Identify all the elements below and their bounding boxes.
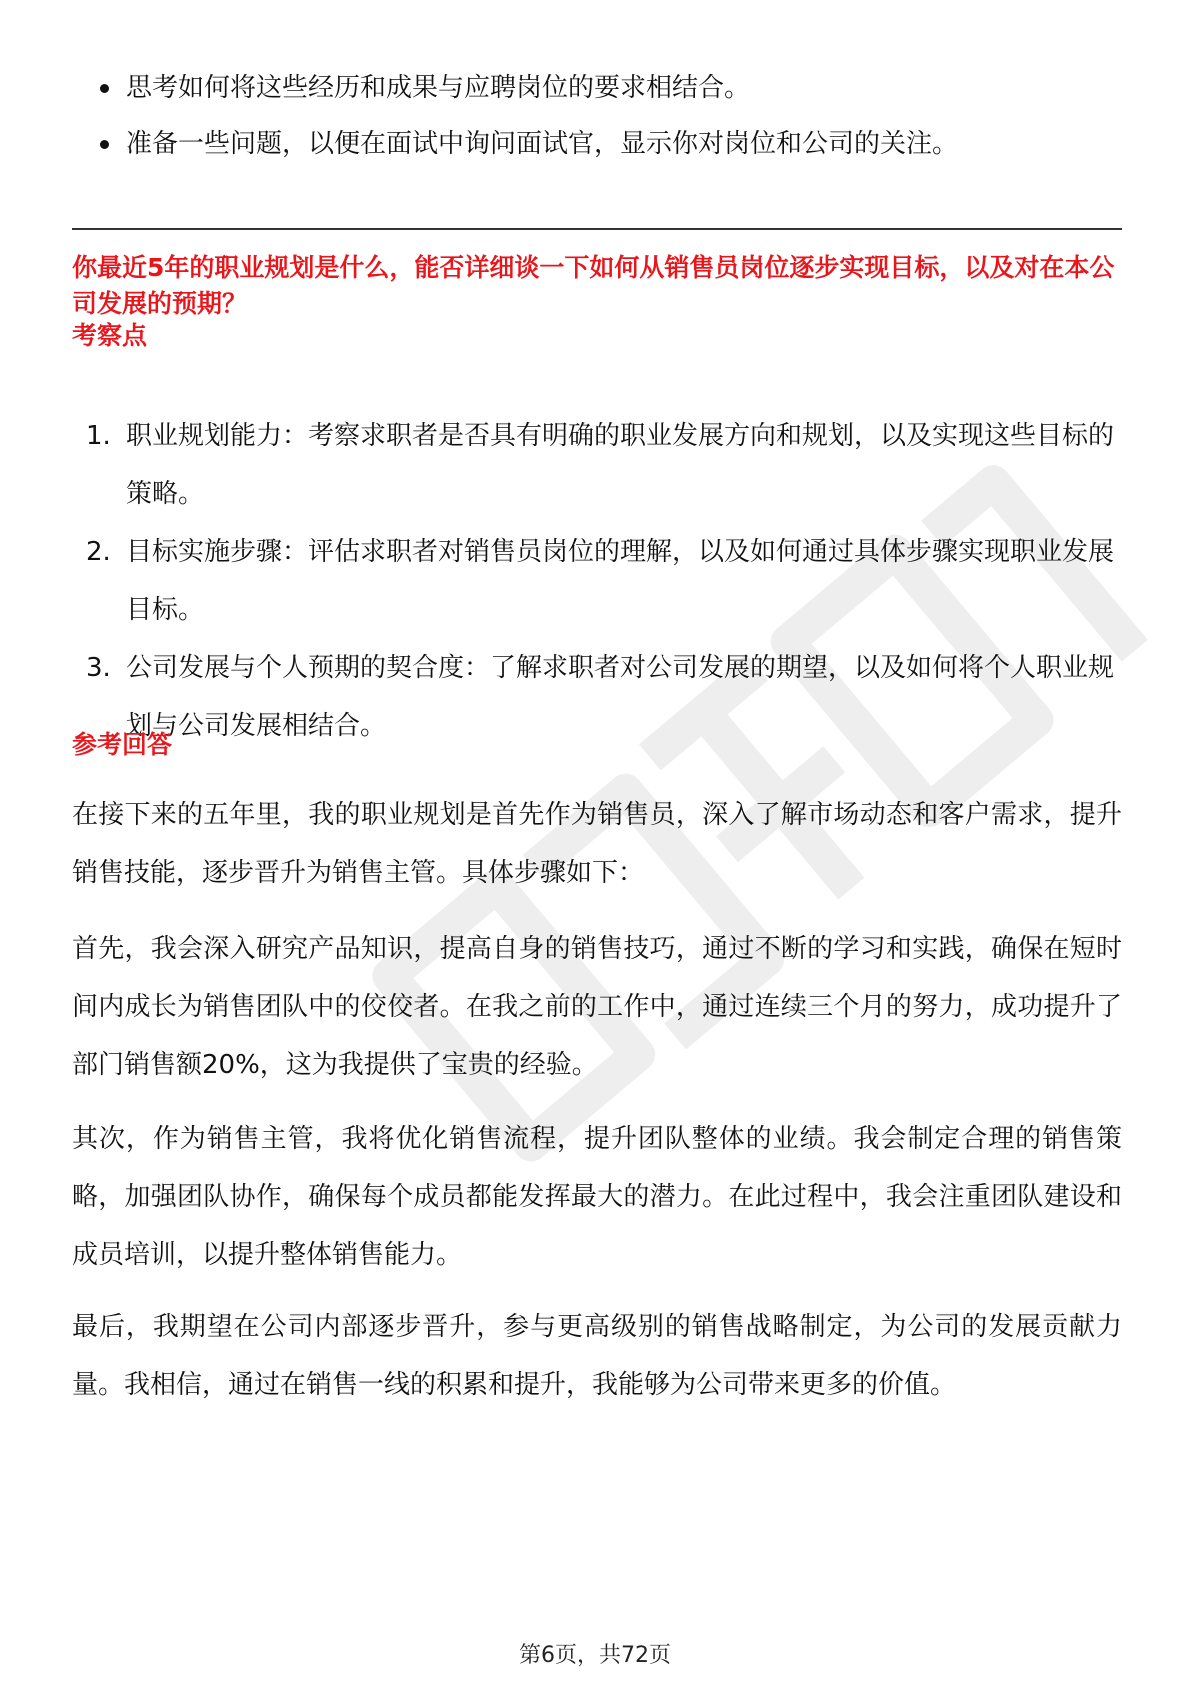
list-item-text: 职业规划能力：考察求职者是否具有明确的职业发展方向和规划，以及实现这些目标的策略。 [126, 421, 1115, 509]
page-number: 第6页，共72页 [519, 1643, 671, 1668]
answer-paragraph: 在接下来的五年里，我的职业规划是首先作为销售员，深入了解市场动态和客户需求，提升销售技能，逐步晋升为销售主管。具体步骤如下： [72, 800, 1122, 888]
list-item-number: 1. [86, 421, 111, 451]
bullet-dot-icon [100, 84, 109, 93]
bullet-item [72, 116, 1122, 172]
list-item-number: 2. [86, 537, 111, 567]
answer-paragraph: 最后，我期望在公司内部逐步晋升，参与更高级别的销售战略制定，为公司的发展贡献力量。我相信，通过在销售一线的积累和提升，我能够为公司带来更多的价值。 [72, 1312, 1122, 1400]
list-item [72, 407, 1122, 523]
list-item [72, 639, 1122, 755]
bullet-text: 思考如何将这些经历和成果与应聘岗位的要求相结合。 [126, 73, 751, 103]
list-item-text: 目标实施步骤：评估求职者对销售员岗位的理解，以及如何通过具体步骤实现职业发展目标。 [126, 537, 1115, 625]
bullet-dot-icon [100, 140, 109, 149]
section-divider [72, 228, 1122, 230]
reference-answer-title: 参考回答 [72, 730, 173, 759]
examination-points-title: 考察点 [72, 321, 148, 350]
answer-paragraph: 其次，作为销售主管，我将优化销售流程，提升团队整体的业绩。我会制定合理的销售策略，加强团队协作，确保每个成员都能发挥最大的潜力。在此过程中，我会注重团队建设和成员培训，以提升整体销售能力。 [72, 1124, 1122, 1270]
question-heading: 你最近5年的职业规划是什么，能否详细谈一下如何从销售员岗位逐步实现目标，以及对在本公司发展的预期？ [72, 253, 1115, 318]
list-item-number: 3. [86, 653, 111, 683]
tips-bullet-list [72, 60, 1122, 172]
examination-points-list [72, 407, 1122, 755]
bullet-item [72, 60, 1122, 116]
list-item-text: 公司发展与个人预期的契合度：了解求职者对公司发展的期望，以及如何将个人职业规划与公司发展相结合。 [126, 653, 1115, 741]
bullet-text: 准备一些问题，以便在面试中询问面试官，显示你对岗位和公司的关注。 [126, 129, 959, 159]
answer-paragraph: 首先，我会深入研究产品知识，提高自身的销售技巧，通过不断的学习和实践，确保在短时间内成长为销售团队中的佼佼者。在我之前的工作中，通过连续三个月的努力，成功提升了部门销售额20%，这为我提供了宝贵的经验。 [72, 934, 1122, 1080]
list-item [72, 523, 1122, 639]
